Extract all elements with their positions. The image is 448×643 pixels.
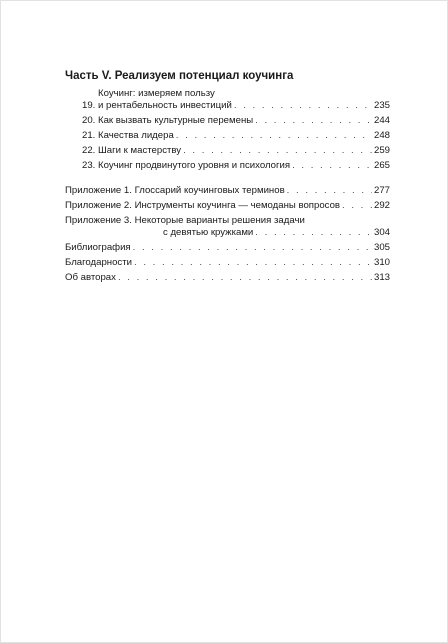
page-number: 304	[373, 227, 390, 238]
chapter-number: 20.	[82, 115, 96, 126]
dot-leader	[287, 185, 372, 197]
toc-entry-chapter-19[interactable]	[65, 88, 390, 112]
appendix-label: Приложение 1.	[65, 185, 132, 196]
dot-leader	[234, 100, 372, 112]
page-number: 305	[373, 242, 390, 253]
entry-title: Благодарности	[65, 257, 132, 268]
dot-leader	[176, 130, 372, 142]
appendix-title-continued: с девятью кружками	[163, 227, 254, 238]
appendix-title: Инструменты коучинга — чемоданы вопросов	[134, 200, 341, 211]
table-of-contents	[65, 69, 390, 287]
entry-title: Библиография	[65, 242, 131, 253]
toc-entry-chapter-20[interactable]	[65, 115, 390, 127]
appendix-title: Глоссарий коучинговых терминов	[134, 185, 285, 196]
dot-leader	[183, 145, 372, 157]
toc-entry-appendix-1[interactable]	[65, 185, 390, 197]
appendix-title: Некоторые варианты решения задачи	[134, 215, 305, 226]
dot-leader	[118, 272, 372, 284]
toc-entry-appendix-2[interactable]	[65, 200, 390, 212]
dot-leader	[255, 115, 372, 127]
toc-entry-appendix-3[interactable]	[65, 215, 390, 239]
page-number: 235	[373, 100, 390, 111]
chapter-number: 22.	[82, 145, 96, 156]
page-number: 244	[373, 115, 390, 126]
toc-entry-chapter-21[interactable]	[65, 130, 390, 142]
chapter-number: 21.	[82, 130, 96, 141]
chapter-number: 19.	[82, 100, 96, 111]
chapter-title-continued: и рентабельность инвестиций	[98, 100, 232, 111]
chapter-title: Как вызвать культурные перемены	[98, 115, 254, 126]
chapter-title: Коучинг: измеряем пользу	[98, 88, 215, 99]
dot-leader	[292, 160, 372, 172]
chapter-title: Шаги к мастерству	[98, 145, 182, 156]
page-number: 265	[373, 160, 390, 171]
dot-leader	[133, 242, 372, 254]
toc-entry-acknowledgements[interactable]	[65, 257, 390, 269]
page-number: 277	[373, 185, 390, 196]
dot-leader	[255, 227, 372, 239]
appendix-label: Приложение 2.	[65, 200, 132, 211]
page-number: 248	[373, 130, 390, 141]
chapter-title: Коучинг продвинутого уровня и психология	[98, 160, 291, 171]
appendix-label: Приложение 3.	[65, 215, 132, 226]
page-number: 313	[373, 272, 390, 283]
toc-entry-chapter-22[interactable]	[65, 145, 390, 157]
toc-entry-bibliography[interactable]	[65, 242, 390, 254]
toc-entry-about-authors[interactable]	[65, 272, 390, 284]
entry-title: Об авторах	[65, 272, 116, 283]
page-number: 292	[373, 200, 390, 211]
chapter-number: 23.	[82, 160, 96, 171]
toc-entry-chapter-23[interactable]	[65, 160, 390, 172]
part-title: Часть V. Реализуем потенциал коучинга	[65, 70, 294, 82]
page-number: 259	[373, 145, 390, 156]
chapter-title: Качества лидера	[98, 130, 174, 141]
dot-leader	[134, 257, 372, 269]
page-number: 310	[373, 257, 390, 268]
dot-leader	[342, 200, 372, 212]
